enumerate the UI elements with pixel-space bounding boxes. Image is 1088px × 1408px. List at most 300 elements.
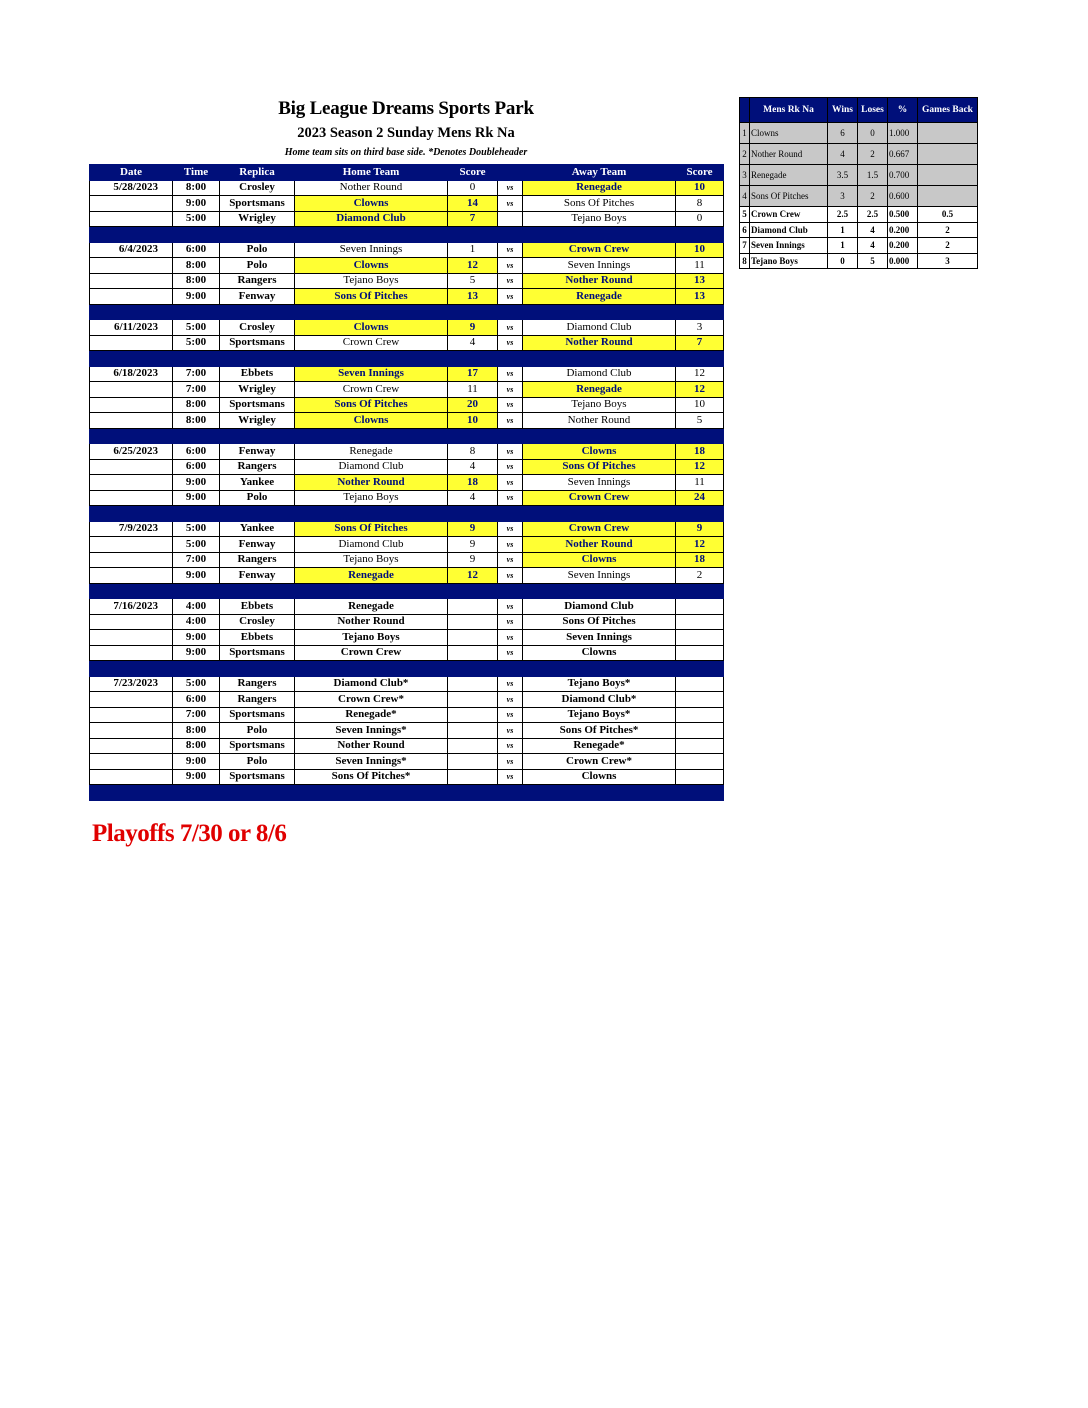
home-team: Crown Crew — [295, 335, 448, 351]
away-team: Clowns — [523, 552, 676, 568]
away-score: 18 — [676, 444, 724, 460]
game-row — [90, 196, 724, 212]
playoffs-note: Playoffs 7/30 or 8/6 — [92, 820, 287, 847]
separator-cell — [90, 351, 173, 367]
game-date — [90, 413, 173, 429]
vs-label: vs — [498, 738, 523, 754]
separator-cell — [295, 661, 448, 677]
home-score: 0 — [448, 180, 498, 196]
away-score: 9 — [676, 521, 724, 537]
home-team: Seven Innings* — [295, 754, 448, 770]
game-date — [90, 552, 173, 568]
team-wins: 0 — [828, 253, 858, 269]
game-field: Fenway — [220, 568, 295, 584]
game-time: 9:00 — [173, 630, 220, 646]
separator-cell — [220, 661, 295, 677]
standings-row — [740, 165, 978, 186]
game-row — [90, 599, 724, 615]
vs-label: vs — [498, 475, 523, 491]
home-score — [448, 769, 498, 785]
separator-cell — [220, 304, 295, 320]
game-date: 6/25/2023 — [90, 444, 173, 460]
vs-label: vs — [498, 444, 523, 460]
team-rank: 8 — [740, 253, 750, 269]
game-field: Sportsmans — [220, 738, 295, 754]
separator-cell — [498, 428, 523, 444]
vs-label: vs — [498, 537, 523, 553]
away-score: 13 — [676, 289, 724, 305]
game-time: 5:00 — [173, 335, 220, 351]
team-wins: 6 — [828, 123, 858, 144]
vs-label: vs — [498, 676, 523, 692]
game-time: 6:00 — [173, 692, 220, 708]
game-field: Fenway — [220, 444, 295, 460]
game-field: Rangers — [220, 552, 295, 568]
separator-cell — [295, 785, 448, 801]
home-team: Tejano Boys — [295, 552, 448, 568]
game-row — [90, 537, 724, 553]
home-team: Tejano Boys — [295, 630, 448, 646]
game-time: 5:00 — [173, 211, 220, 227]
separator-cell — [173, 506, 220, 522]
home-team: Seven Innings — [295, 242, 448, 258]
game-time: 5:00 — [173, 521, 220, 537]
away-team: Seven Innings — [523, 475, 676, 491]
away-team: Tejano Boys* — [523, 707, 676, 723]
game-time: 4:00 — [173, 599, 220, 615]
away-score — [676, 599, 724, 615]
team-games-back — [918, 165, 978, 186]
game-row — [90, 769, 724, 785]
away-score: 10 — [676, 180, 724, 196]
game-field: Sportsmans — [220, 335, 295, 351]
game-row — [90, 289, 724, 305]
game-row — [90, 630, 724, 646]
away-score: 10 — [676, 397, 724, 413]
home-score: 20 — [448, 397, 498, 413]
separator-cell — [173, 304, 220, 320]
standings-table — [739, 97, 978, 269]
separator-cell — [448, 428, 498, 444]
separator-cell — [90, 661, 173, 677]
home-score: 18 — [448, 475, 498, 491]
home-score: 9 — [448, 320, 498, 336]
away-team: Renegade — [523, 289, 676, 305]
away-team: Tejano Boys — [523, 397, 676, 413]
home-score: 11 — [448, 382, 498, 398]
separator-cell — [448, 506, 498, 522]
game-field: Rangers — [220, 676, 295, 692]
home-team: Sons Of Pitches — [295, 521, 448, 537]
vs-label: vs — [498, 320, 523, 336]
vs-label: vs — [498, 707, 523, 723]
game-row — [90, 242, 724, 258]
game-field: Polo — [220, 242, 295, 258]
game-time: 9:00 — [173, 475, 220, 491]
away-score: 8 — [676, 196, 724, 212]
team-pct: 0.000 — [888, 253, 918, 269]
vs-label: vs — [498, 769, 523, 785]
vs-label: vs — [498, 382, 523, 398]
separator-cell — [523, 583, 676, 599]
week-separator — [90, 506, 724, 522]
separator-cell — [676, 583, 724, 599]
separator-cell — [676, 661, 724, 677]
col-loses: Loses — [858, 98, 888, 123]
vs-label: vs — [498, 242, 523, 258]
separator-cell — [90, 506, 173, 522]
away-score — [676, 769, 724, 785]
separator-cell — [676, 351, 724, 367]
away-score — [676, 754, 724, 770]
game-time: 5:00 — [173, 676, 220, 692]
separator-cell — [523, 428, 676, 444]
separator-cell — [295, 227, 448, 243]
separator-cell — [90, 428, 173, 444]
schedule-table — [89, 164, 724, 801]
game-date — [90, 273, 173, 289]
week-separator — [90, 428, 724, 444]
game-field: Wrigley — [220, 211, 295, 227]
game-date — [90, 196, 173, 212]
page-title: Big League Dreams Sports Park — [278, 98, 534, 119]
game-field: Crosley — [220, 614, 295, 630]
home-score — [448, 738, 498, 754]
away-team: Diamond Club — [523, 366, 676, 382]
col-home-team: Home Team — [295, 165, 448, 181]
separator-cell — [448, 583, 498, 599]
home-score: 9 — [448, 552, 498, 568]
game-date — [90, 397, 173, 413]
col-away-score: Score — [676, 165, 724, 181]
away-score — [676, 723, 724, 739]
game-row — [90, 738, 724, 754]
separator-cell — [448, 785, 498, 801]
game-date — [90, 723, 173, 739]
game-time: 9:00 — [173, 196, 220, 212]
separator-cell — [676, 506, 724, 522]
game-row — [90, 754, 724, 770]
home-team: Clowns — [295, 413, 448, 429]
home-score — [448, 754, 498, 770]
away-team: Diamond Club — [523, 320, 676, 336]
separator-cell — [220, 583, 295, 599]
team-loses: 4 — [858, 238, 888, 254]
team-rank: 7 — [740, 238, 750, 254]
game-field: Ebbets — [220, 630, 295, 646]
home-score: 7 — [448, 211, 498, 227]
week-separator — [90, 227, 724, 243]
game-field: Fenway — [220, 537, 295, 553]
vs-label: vs — [498, 335, 523, 351]
team-pct: 1.000 — [888, 123, 918, 144]
home-team: Seven Innings* — [295, 723, 448, 739]
team-wins: 4 — [828, 144, 858, 165]
home-score: 12 — [448, 568, 498, 584]
team-games-back — [918, 123, 978, 144]
home-team: Crown Crew — [295, 382, 448, 398]
standings-row — [740, 238, 978, 254]
separator-cell — [173, 428, 220, 444]
team-pct: 0.200 — [888, 222, 918, 238]
game-row — [90, 614, 724, 630]
home-team: Diamond Club — [295, 459, 448, 475]
separator-cell — [295, 428, 448, 444]
game-time: 5:00 — [173, 320, 220, 336]
home-score: 9 — [448, 537, 498, 553]
away-team: Crown Crew* — [523, 754, 676, 770]
vs-label: vs — [498, 196, 523, 212]
separator-cell — [498, 227, 523, 243]
separator-cell — [448, 227, 498, 243]
game-row — [90, 707, 724, 723]
separator-cell — [173, 785, 220, 801]
away-score — [676, 676, 724, 692]
home-score: 4 — [448, 490, 498, 506]
vs-label: vs — [498, 599, 523, 615]
game-date — [90, 707, 173, 723]
game-date — [90, 537, 173, 553]
game-row — [90, 676, 724, 692]
vs-label: vs — [498, 366, 523, 382]
team-rank: 5 — [740, 207, 750, 223]
away-team: Diamond Club* — [523, 692, 676, 708]
schedule-note: Home team sits on third base side. *Denotes Doubleheader — [284, 147, 528, 158]
game-time: 9:00 — [173, 490, 220, 506]
game-field: Yankee — [220, 521, 295, 537]
home-team: Sons Of Pitches — [295, 289, 448, 305]
separator-cell — [498, 304, 523, 320]
separator-cell — [173, 227, 220, 243]
team-rank: 3 — [740, 165, 750, 186]
separator-cell — [173, 583, 220, 599]
game-time: 9:00 — [173, 754, 220, 770]
vs-label: vs — [498, 552, 523, 568]
game-field: Ebbets — [220, 599, 295, 615]
home-score: 13 — [448, 289, 498, 305]
standings-row — [740, 253, 978, 269]
away-score: 11 — [676, 258, 724, 274]
separator-cell — [523, 506, 676, 522]
away-score — [676, 692, 724, 708]
game-date: 7/23/2023 — [90, 676, 173, 692]
team-games-back: 2 — [918, 238, 978, 254]
away-score: 12 — [676, 459, 724, 475]
game-row — [90, 723, 724, 739]
separator-cell — [676, 304, 724, 320]
home-team: Crown Crew — [295, 645, 448, 661]
away-score: 11 — [676, 475, 724, 491]
game-row — [90, 382, 724, 398]
standings-row — [740, 207, 978, 223]
separator-cell — [90, 304, 173, 320]
team-games-back — [918, 186, 978, 207]
home-score: 1 — [448, 242, 498, 258]
vs-label: vs — [498, 490, 523, 506]
game-field: Sportsmans — [220, 196, 295, 212]
home-team: Diamond Club — [295, 537, 448, 553]
home-team: Clowns — [295, 258, 448, 274]
away-team: Sons Of Pitches — [523, 459, 676, 475]
team-loses: 2 — [858, 186, 888, 207]
separator-cell — [220, 506, 295, 522]
col-division: Mens Rk Na — [750, 98, 828, 123]
game-row — [90, 320, 724, 336]
vs-label: vs — [498, 645, 523, 661]
team-rank: 1 — [740, 123, 750, 144]
vs-label: vs — [498, 180, 523, 196]
vs-label: vs — [498, 521, 523, 537]
team-loses: 2.5 — [858, 207, 888, 223]
team-wins: 1 — [828, 238, 858, 254]
game-date — [90, 692, 173, 708]
home-score: 17 — [448, 366, 498, 382]
vs-label — [498, 211, 523, 227]
game-date: 6/4/2023 — [90, 242, 173, 258]
week-separator — [90, 661, 724, 677]
standings-row — [740, 123, 978, 144]
game-date — [90, 754, 173, 770]
game-date: 7/9/2023 — [90, 521, 173, 537]
away-score: 2 — [676, 568, 724, 584]
game-date — [90, 289, 173, 305]
game-field: Yankee — [220, 475, 295, 491]
away-team: Seven Innings — [523, 258, 676, 274]
col-games-back: Games Back — [918, 98, 978, 123]
home-score — [448, 630, 498, 646]
home-score — [448, 645, 498, 661]
separator-cell — [523, 785, 676, 801]
home-team: Renegade — [295, 444, 448, 460]
team-loses: 4 — [858, 222, 888, 238]
week-separator — [90, 785, 724, 801]
separator-cell — [498, 351, 523, 367]
home-team: Renegade — [295, 568, 448, 584]
home-score — [448, 599, 498, 615]
game-row — [90, 180, 724, 196]
game-date — [90, 382, 173, 398]
home-team: Renegade — [295, 599, 448, 615]
game-field: Polo — [220, 723, 295, 739]
home-score: 5 — [448, 273, 498, 289]
game-time: 6:00 — [173, 459, 220, 475]
separator-cell — [448, 661, 498, 677]
team-games-back: 2 — [918, 222, 978, 238]
home-score: 8 — [448, 444, 498, 460]
game-date: 7/16/2023 — [90, 599, 173, 615]
separator-cell — [523, 661, 676, 677]
home-score — [448, 676, 498, 692]
away-team: Nother Round — [523, 335, 676, 351]
game-field: Wrigley — [220, 382, 295, 398]
col-away-team: Away Team — [523, 165, 676, 181]
col-pct: % — [888, 98, 918, 123]
away-team: Renegade — [523, 180, 676, 196]
team-wins: 3 — [828, 186, 858, 207]
team-pct: 0.700 — [888, 165, 918, 186]
game-row — [90, 211, 724, 227]
home-team: Tejano Boys — [295, 273, 448, 289]
schedule-header-row — [90, 165, 724, 181]
team-name: Renegade — [750, 165, 828, 186]
team-name: Tejano Boys — [750, 253, 828, 269]
separator-cell — [676, 785, 724, 801]
away-team: Diamond Club — [523, 599, 676, 615]
game-date — [90, 335, 173, 351]
separator-cell — [523, 304, 676, 320]
home-team: Sons Of Pitches* — [295, 769, 448, 785]
away-score — [676, 738, 724, 754]
standings-row — [740, 186, 978, 207]
away-team: Sons Of Pitches* — [523, 723, 676, 739]
away-score — [676, 630, 724, 646]
away-score: 10 — [676, 242, 724, 258]
game-time: 7:00 — [173, 382, 220, 398]
vs-label: vs — [498, 289, 523, 305]
separator-cell — [295, 506, 448, 522]
game-date — [90, 211, 173, 227]
team-name: Seven Innings — [750, 238, 828, 254]
game-date — [90, 614, 173, 630]
separator-cell — [448, 351, 498, 367]
col-rank — [740, 98, 750, 123]
separator-cell — [676, 227, 724, 243]
home-score: 12 — [448, 258, 498, 274]
game-row — [90, 475, 724, 491]
col-wins: Wins — [828, 98, 858, 123]
game-time: 8:00 — [173, 738, 220, 754]
team-games-back: 0.5 — [918, 207, 978, 223]
game-field: Polo — [220, 258, 295, 274]
vs-label: vs — [498, 459, 523, 475]
vs-label: vs — [498, 630, 523, 646]
col-vs — [498, 165, 523, 181]
game-time: 9:00 — [173, 769, 220, 785]
col-replica: Replica — [220, 165, 295, 181]
game-row — [90, 521, 724, 537]
game-field: Sportsmans — [220, 645, 295, 661]
separator-cell — [295, 583, 448, 599]
game-time: 9:00 — [173, 289, 220, 305]
away-team: Crown Crew — [523, 490, 676, 506]
away-team: Clowns — [523, 645, 676, 661]
game-time: 8:00 — [173, 397, 220, 413]
game-date — [90, 769, 173, 785]
team-games-back: 3 — [918, 253, 978, 269]
away-score: 0 — [676, 211, 724, 227]
away-team: Seven Innings — [523, 568, 676, 584]
game-row — [90, 692, 724, 708]
team-rank: 4 — [740, 186, 750, 207]
week-separator — [90, 351, 724, 367]
game-time: 8:00 — [173, 258, 220, 274]
team-name: Crown Crew — [750, 207, 828, 223]
separator-cell — [498, 506, 523, 522]
separator-cell — [220, 227, 295, 243]
game-date — [90, 630, 173, 646]
team-pct: 0.200 — [888, 238, 918, 254]
game-row — [90, 258, 724, 274]
vs-label: vs — [498, 258, 523, 274]
game-time: 7:00 — [173, 707, 220, 723]
game-field: Fenway — [220, 289, 295, 305]
vs-label: vs — [498, 614, 523, 630]
separator-cell — [90, 227, 173, 243]
team-wins: 2.5 — [828, 207, 858, 223]
away-team: Tejano Boys* — [523, 676, 676, 692]
game-time: 8:00 — [173, 723, 220, 739]
away-score: 12 — [676, 382, 724, 398]
